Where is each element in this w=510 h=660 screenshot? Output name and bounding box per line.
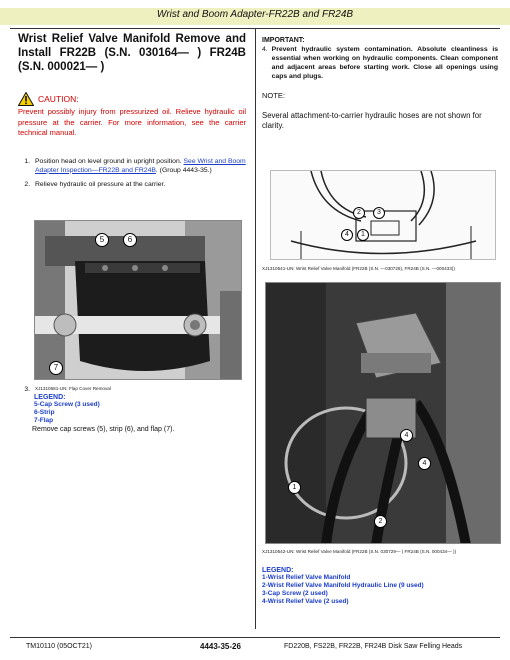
- caution-text: Prevent possibly injury from pressurized oil. Relieve hydraulic oil pressure at the carrier. For more information, see the carrier technical manual.: [18, 107, 246, 137]
- important-text: Prevent hydraulic system contamination. Absolute cleanliness is essential when working on hydraulic components. Clean component and adjacent areas before starting work. Close all openings using caps and plugs.: [271, 46, 498, 80]
- step-3-text: Remove cap screws (5), strip (6), and flap (7).: [32, 426, 175, 433]
- figure3-caption: XJ1310542-UN: Wrist Relief Valve Manifold (FR22B (S.N. 030729— ) FR24B (S.N. 000434— )): [262, 549, 457, 554]
- callout-6: 6: [123, 233, 137, 247]
- legend-item: 1-Wrist Relief Valve Manifold: [262, 574, 351, 581]
- callout-3: 3: [373, 207, 385, 219]
- callout-7: 7: [49, 361, 63, 375]
- note-label: NOTE:: [262, 91, 285, 100]
- legend-item: 5-Cap Screw (3 used): [34, 401, 100, 408]
- caution-label: CAUTION:: [38, 94, 79, 104]
- legend-item: 4-Wrist Relief Valve (2 used): [262, 598, 349, 605]
- legend-title: LEGEND:: [262, 567, 294, 574]
- inspection-link[interactable]: See Wrist and Boom Adapter Inspection—FR22B and FR24B: [35, 157, 246, 174]
- step-text-after: . (Group 4443-35.): [155, 166, 212, 174]
- legend-title: LEGEND:: [34, 394, 66, 401]
- callout-1: 1: [357, 229, 369, 241]
- step-1: [18, 157, 246, 175]
- figure2-caption: XJ1310541-UN: Wrist Relief Valve Manifold (FR22B (S.N. —030728), FR24B (S.N. —000433)): [262, 266, 455, 271]
- flap-cover-photo: [34, 220, 242, 380]
- important-row: [262, 45, 498, 81]
- legend-item: 3-Cap Screw (2 used): [262, 590, 328, 597]
- callout-2: 2: [353, 207, 365, 219]
- callout-4: 4: [400, 429, 413, 442]
- step-number: 1.: [24, 157, 30, 165]
- note-text: Several attachment-to-carrier hydraulic hoses are not shown for clarity.: [262, 111, 482, 130]
- step-2: [18, 180, 246, 189]
- footer-doc-id: TM10110 (05OCT21): [26, 643, 93, 650]
- step-3-row: [18, 386, 248, 393]
- flap-cover-illustration: [35, 221, 242, 380]
- legend-block-2: [262, 567, 498, 606]
- footer-page-number: 4443-35-26: [200, 642, 241, 651]
- step-number: 2.: [24, 180, 30, 188]
- legend-item: 7-Flap: [34, 417, 54, 424]
- callout-4: 4: [341, 229, 353, 241]
- valve-manifold-drawing: [270, 170, 496, 260]
- legend-item: 6-Strip: [34, 409, 55, 416]
- left-column: [18, 32, 246, 194]
- right-column: [262, 36, 498, 131]
- step-number: 3.: [24, 386, 30, 393]
- step-text: Relieve hydraulic oil pressure at the carrier.: [35, 180, 166, 188]
- important-label: IMPORTANT:: [262, 37, 305, 44]
- figure1-caption: XJ1310681-UN: Flap Cover Removal: [35, 386, 111, 391]
- step-text: [35, 157, 246, 175]
- step-text-before: Position head on level ground in upright position.: [35, 157, 184, 165]
- footer-product: FD220B, FS22B, FR22B, FR24B Disk Saw Felling Heads: [284, 643, 463, 650]
- steps-list: [18, 157, 246, 189]
- callout-1: 1: [288, 481, 301, 494]
- valve-manifold-photo: [265, 282, 501, 544]
- step-number: 4.: [262, 46, 268, 53]
- callout-2: 2: [374, 515, 387, 528]
- caution-heading: [18, 92, 246, 106]
- callout-5: 5: [95, 233, 109, 247]
- callout-4b: 4: [418, 457, 431, 470]
- column-divider: [255, 29, 256, 629]
- step-3: [18, 386, 248, 433]
- valve-manifold-photo-illustration: [266, 283, 501, 544]
- legend-block: [34, 394, 248, 425]
- page-header-title: Wrist and Boom Adapter-FR22B and FR24B: [156, 9, 354, 20]
- legend-item: 2-Wrist Relief Valve Manifold Hydraulic Line (9 used): [262, 582, 424, 589]
- warning-icon: [18, 92, 34, 106]
- footer-divider: [10, 637, 500, 638]
- procedure-title: Wrist Relief Valve Manifold Remove and Install FR22B (S.N. 030164— ) FR24B (S.N. 000021— ): [18, 33, 246, 73]
